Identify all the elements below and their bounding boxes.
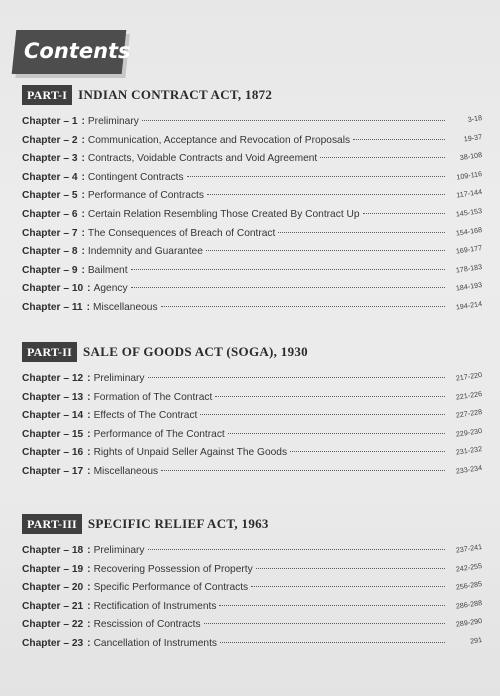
chapter-number: Chapter – 13 <box>22 391 84 403</box>
dot-leader <box>206 250 445 251</box>
page-range: 221-226 <box>455 388 483 402</box>
toc-row <box>22 206 483 228</box>
chapter-separator: : <box>86 301 90 313</box>
page-range: 194-214 <box>455 298 483 312</box>
chapter-title: Certain Relation Resembling Those Created By Contract Up <box>87 208 360 220</box>
toc-row <box>22 444 483 466</box>
chapter-number: Chapter – 9 <box>22 264 78 276</box>
dot-leader <box>161 470 445 471</box>
chapter-title: Formation of The Contract <box>93 391 213 403</box>
chapter-number: Chapter – 12 <box>22 373 84 384</box>
page-range: 229-230 <box>455 425 483 439</box>
chapter-number: Chapter – 22 <box>22 619 84 631</box>
dot-leader <box>290 451 445 452</box>
chapter-separator: : <box>87 410 91 422</box>
toc-row <box>22 616 483 638</box>
part-header <box>22 84 482 106</box>
chapter-separator: : <box>87 428 91 440</box>
toc-row <box>22 243 483 265</box>
part-section <box>22 513 482 657</box>
chapter-title: Rescission of Contracts <box>93 619 201 631</box>
toc-row <box>22 224 483 247</box>
dot-leader <box>256 568 445 569</box>
chapter-separator: : <box>81 208 85 220</box>
dot-leader <box>187 176 445 177</box>
page-range: 233-234 <box>455 463 483 476</box>
chapter-title: Rights of Unpaid Seller Against The Goods <box>93 447 288 459</box>
dot-leader <box>148 377 445 378</box>
chapter-number: Chapter – 8 <box>22 246 78 258</box>
chapter-number: Chapter – 5 <box>22 190 78 202</box>
chapter-title: Specific Performance of Contracts <box>93 582 249 594</box>
dot-leader <box>142 120 445 121</box>
chapter-number: Chapter – 3 <box>22 153 78 165</box>
chapter-separator: : <box>87 283 91 295</box>
page-range: 231-232 <box>455 444 483 458</box>
chapter-separator: : <box>81 134 85 146</box>
toc-row <box>22 261 483 284</box>
page-range: 286-288 <box>455 597 483 611</box>
chapter-separator: : <box>81 246 85 258</box>
chapter-number: Chapter – 21 <box>22 600 84 612</box>
page-range: 117-144 <box>455 187 483 200</box>
chapter-title: Recovering Possession of Property <box>93 563 253 575</box>
chapter-title: Agency <box>93 283 128 295</box>
dot-leader <box>148 549 445 550</box>
chapter-title: Rectification of Instruments <box>93 600 217 612</box>
chapter-title: Preliminary <box>93 373 145 384</box>
page-range: 178-183 <box>455 261 483 275</box>
part-title: SALE OF GOODS ACT (SOGA), 1930 <box>83 344 308 359</box>
page-range: 3-18 <box>467 113 483 124</box>
dot-leader <box>363 213 445 214</box>
chapter-title: Performance of The Contract <box>93 428 225 440</box>
chapter-title: Contingent Contracts <box>87 171 184 183</box>
chapter-number: Chapter – 14 <box>22 410 84 422</box>
part-label: PART-II <box>22 342 77 362</box>
chapter-title: The Consequences of Breach of Contract <box>87 227 276 239</box>
chapter-separator: : <box>81 227 85 239</box>
part-header <box>22 341 482 363</box>
part-title: INDIAN CONTRACT ACT, 1872 <box>78 87 273 102</box>
chapter-number: Chapter – 16 <box>22 447 84 459</box>
chapter-separator: : <box>87 391 91 403</box>
toc-row <box>22 150 483 172</box>
page-range: 145-153 <box>455 206 483 219</box>
chapter-separator: : <box>87 465 91 477</box>
dot-leader <box>220 642 445 643</box>
dot-leader <box>278 232 445 233</box>
toc-row <box>22 298 483 321</box>
dot-leader <box>200 414 445 415</box>
dot-leader <box>131 269 445 270</box>
page-range: 256-285 <box>455 579 483 592</box>
chapter-separator: : <box>87 545 91 556</box>
chapter-separator: : <box>87 373 91 384</box>
chapter-number: Chapter – 10 <box>22 283 84 295</box>
part-title: SPECIFIC RELIEF ACT, 1963 <box>87 516 269 531</box>
chapter-title: Miscellaneous <box>93 465 159 477</box>
chapter-separator: : <box>81 190 85 202</box>
page-range: 242-255 <box>455 560 483 574</box>
toc-row <box>22 113 483 135</box>
chapter-separator: : <box>81 116 85 127</box>
chapter-number: Chapter – 7 <box>22 227 78 239</box>
chapter-title: Miscellaneous <box>93 301 158 313</box>
dot-leader <box>204 623 445 624</box>
chapter-title: Indemnity and Guarantee <box>87 246 203 258</box>
dot-leader <box>228 433 445 434</box>
chapter-title: Cancellation of Instruments <box>93 637 218 649</box>
chapter-separator: : <box>87 563 91 575</box>
part-label: PART-I <box>22 85 72 105</box>
chapter-title: Effects of The Contract <box>93 410 198 422</box>
chapter-separator: : <box>87 637 91 649</box>
chapter-number: Chapter – 4 <box>22 171 78 183</box>
chapter-title: Preliminary <box>93 545 145 556</box>
chapter-number: Chapter – 2 <box>22 134 78 146</box>
dot-leader <box>219 605 445 606</box>
dot-leader <box>215 396 445 397</box>
dot-leader <box>320 157 445 158</box>
toc-row <box>22 579 483 601</box>
chapter-number: Chapter – 20 <box>22 582 84 594</box>
toc-row <box>22 597 483 620</box>
chapter-number: Chapter – 17 <box>22 465 84 477</box>
chapter-separator: : <box>87 582 91 594</box>
part-section <box>22 341 482 485</box>
toc-row <box>22 187 483 209</box>
dot-leader <box>131 287 445 288</box>
toc-row <box>22 542 483 564</box>
toc-row <box>22 370 483 392</box>
chapter-number: Chapter – 6 <box>22 208 78 220</box>
chapter-title: Bailment <box>87 264 128 276</box>
chapter-separator: : <box>81 171 85 183</box>
part-label: PART-III <box>22 514 82 534</box>
page-title: Contents <box>24 39 131 63</box>
toc-row <box>22 168 483 191</box>
page-range: 109-116 <box>455 168 483 182</box>
toc-row <box>22 463 483 485</box>
toc-row <box>22 388 483 411</box>
chapter-title: Communication, Acceptance and Revocation of Proposals <box>87 134 351 146</box>
toc-row <box>22 131 483 154</box>
chapter-number: Chapter – 1 <box>22 116 78 127</box>
chapter-number: Chapter – 11 <box>22 301 83 313</box>
part-header <box>22 513 482 535</box>
chapter-title: Performance of Contracts <box>87 190 204 202</box>
toc-row <box>22 560 483 583</box>
dot-leader <box>251 586 445 587</box>
chapter-separator: : <box>87 447 91 459</box>
toc-row <box>22 280 483 302</box>
chapter-separator: : <box>87 600 91 612</box>
page-range: 217-220 <box>455 370 483 383</box>
dot-leader <box>161 306 445 307</box>
page-range: 169-177 <box>455 243 483 256</box>
chapter-separator: : <box>81 264 85 276</box>
page-range: 38-108 <box>459 150 483 163</box>
chapter-separator: : <box>81 153 85 165</box>
page-range: 184-193 <box>455 280 483 293</box>
page-range: 291 <box>469 635 483 646</box>
page-range: 19-37 <box>463 131 483 144</box>
page-range: 154-168 <box>455 224 483 238</box>
chapter-separator: : <box>87 619 91 631</box>
chapter-number: Chapter – 15 <box>22 428 84 440</box>
toc-row <box>22 425 483 448</box>
part-section <box>22 84 482 321</box>
chapter-title: Contracts, Voidable Contracts and Void Agreement <box>87 153 318 165</box>
page-range: 227-228 <box>455 407 483 420</box>
chapter-number: Chapter – 19 <box>22 563 84 575</box>
page-range: 237-241 <box>455 542 483 555</box>
toc-row <box>22 635 483 657</box>
chapter-number: Chapter – 18 <box>22 545 84 556</box>
toc-row <box>22 407 483 429</box>
chapter-number: Chapter – 23 <box>22 637 84 649</box>
chapter-title: Preliminary <box>87 116 139 127</box>
dot-leader <box>353 139 445 140</box>
page-range: 289-290 <box>455 616 483 630</box>
dot-leader <box>207 194 445 195</box>
